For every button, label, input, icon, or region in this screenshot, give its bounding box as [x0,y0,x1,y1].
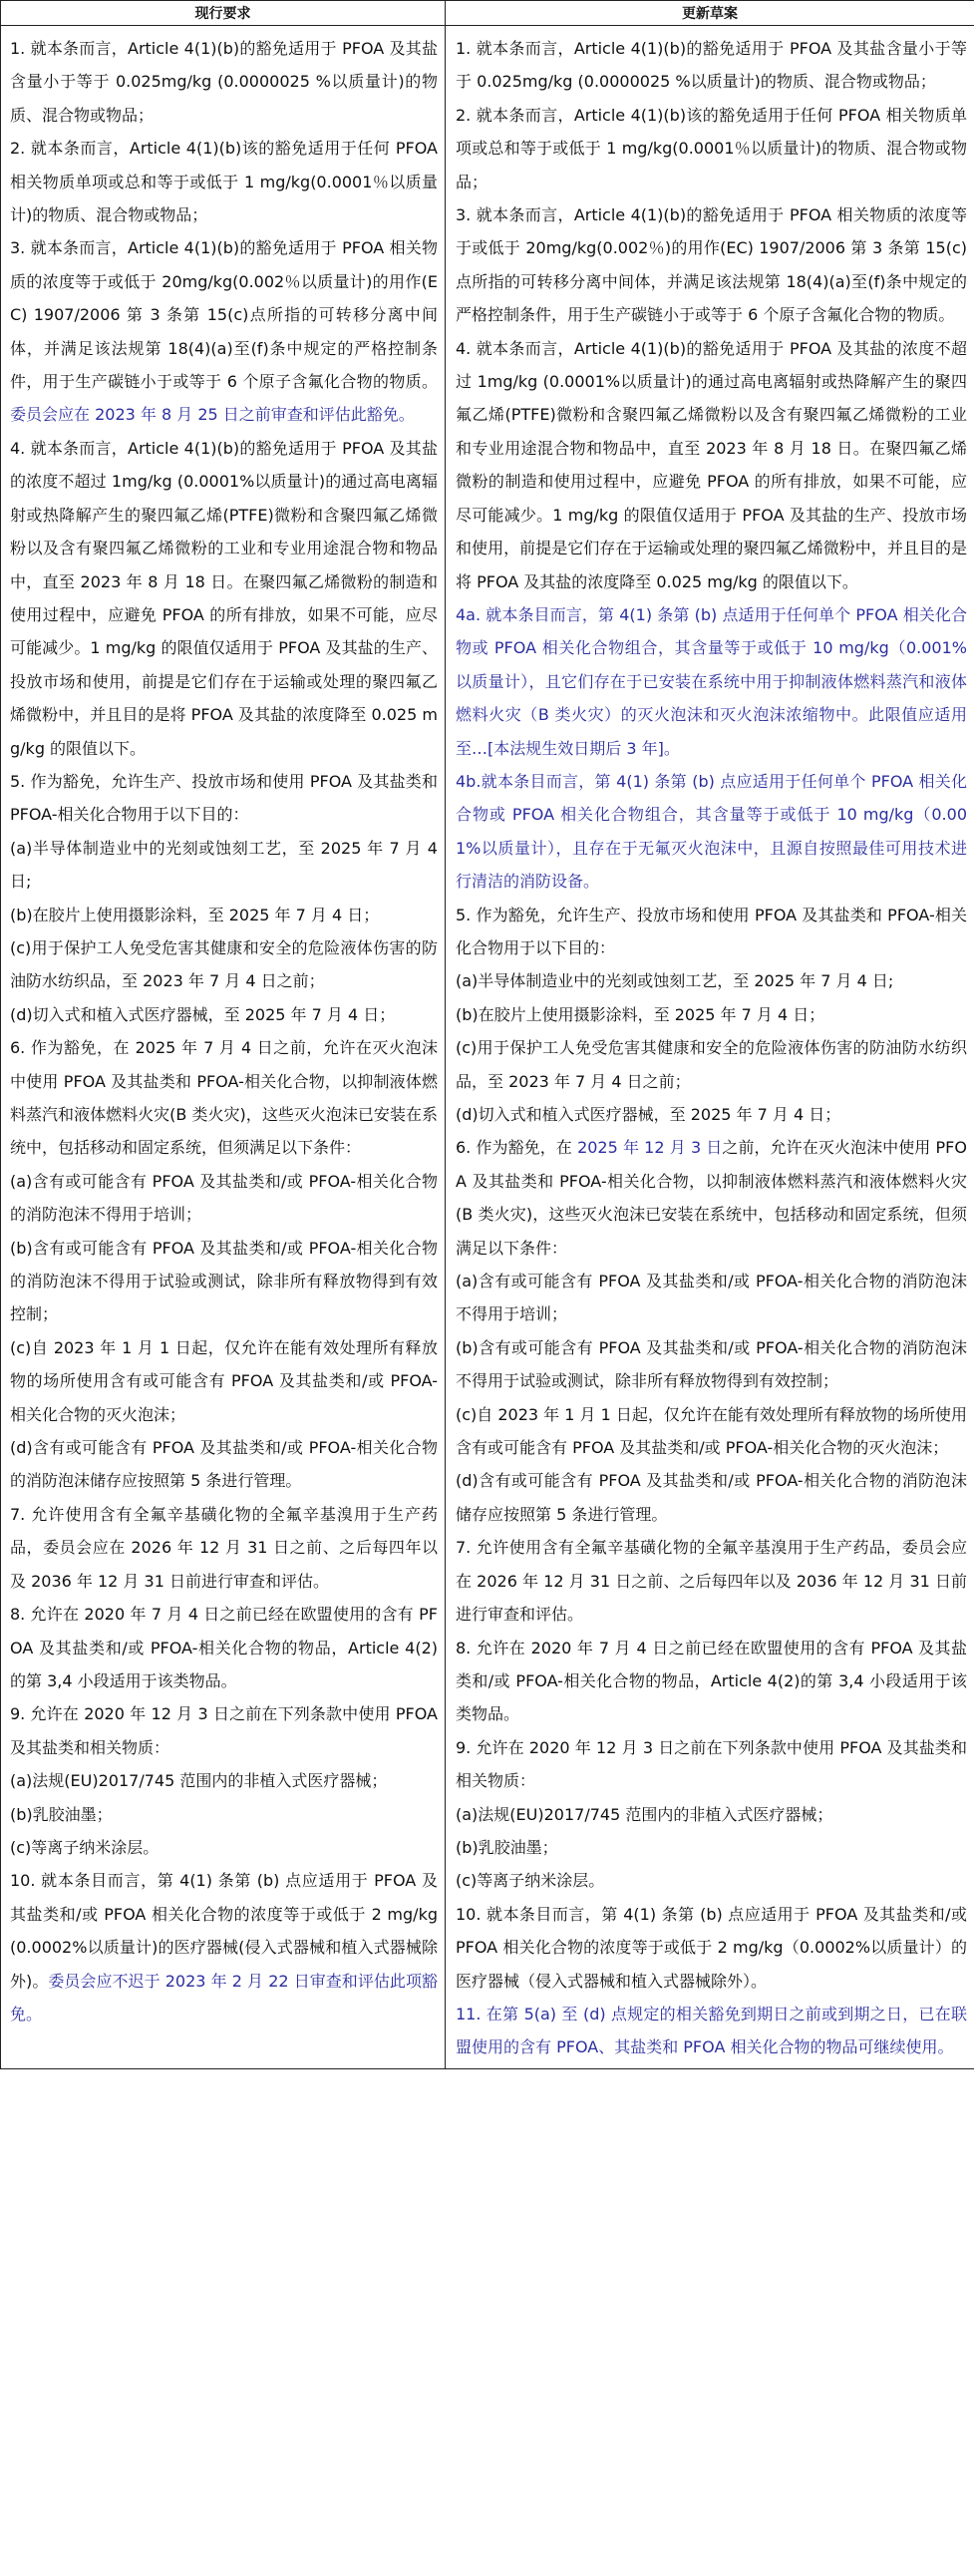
right-paragraph [456,1864,967,1897]
right-paragraph [456,1731,967,1798]
right-paragraph [456,1098,967,1131]
left-paragraph [10,231,438,431]
right-paragraph [456,1464,967,1531]
right-paragraph [456,1531,967,1631]
clause-text: 8. 允许在 2020 年 7 月 4 日之前已经在欧盟使用的含有 PFOA 及其盐类和/或 PFOA-相关化合物的物品，Article 4(2)的第 3,4 小段适用于该类物品。 [456,1638,967,1724]
clause-text: 6. 作为豁免，在 [456,1138,578,1158]
right-paragraph [456,964,967,997]
right-paragraph [456,998,967,1031]
clause-text: (b)含有或可能含有 PFOA 及其盐类和/或 PFOA-相关化合物的消防泡沫不得用于试验或测试，除非所有释放物得到有效控制； [10,1238,438,1324]
left-paragraph [10,1697,438,1764]
left-paragraph [10,1031,438,1165]
left-paragraph [10,1498,438,1598]
left-paragraph [10,899,438,931]
clause-text: 8. 允许在 2020 年 7 月 4 日之前已经在欧盟使用的含有 PFOA 及其盐类和/或 PFOA-相关化合物的物品，Article 4(2)的第 3,4 小段适用于该类物品。 [10,1605,438,1690]
left-paragraph [10,765,438,832]
clause-text: 3. 就本条而言，Article 4(1)(b)的豁免适用于 PFOA 相关物质的浓度等于或低于 20mg/kg(0.002％)的用作(EC) 1907/2006 第 3 条第 15(c)点所指的可转移分离中间体，并满足该法规第 18(4)(a)至(f)条中规定的严格控制条件，用于生产碳链小于或等于 6 个原子含氟化合物的物质。 [456,205,967,325]
left-paragraph [10,832,438,899]
highlighted-text: 4b.就本条目而言，第 4(1) 条第 (b) 点应适用于任何单个 PFOA 相关化合物或 PFOA 相关化合物组合，其含量等于或低于 10 mg/kg（0.001%以质量计），且存在于无氟灭火泡沫中，且源自按照最佳可用技术进行清洁的消防设备。 [456,771,967,892]
clause-text: (b)在胶片上使用摄影涂料，至 2025 年 7 月 4 日； [456,1004,825,1024]
clause-text: 10. 就本条目而言，第 4(1) 条第 (b) 点应适用于 PFOA 及其盐类和/或 PFOA 相关化合物的浓度等于或低于 2 mg/kg（0.0002%以质量计）的医疗器械（侵入式器械和植入式器械除外）。 [456,1904,967,1991]
highlighted-text: 委员会应在 2023 年 8 月 25 日之前审查和评估此豁免。 [10,405,415,425]
highlighted-text: 11. 在第 5(a) 至 (d) 点规定的相关豁免到期日之前或到期之日，已在联盟使用的含有 PFOA、其盐类和 PFOA 相关化合物的物品可继续使用。 [456,2004,967,2057]
left-paragraph [10,1764,438,1797]
clause-text: (c)等离子纳米涂层。 [456,1871,605,1891]
clause-text: 1. 就本条而言，Article 4(1)(b)的豁免适用于 PFOA 及其盐含量小于等于 0.025mg/kg (0.0000025 %以质量计)的物质、混合物或物品； [456,39,967,92]
clause-text: (b)乳胶油墨； [456,1837,558,1857]
highlighted-text: 4a. 就本条目而言，第 4(1) 条第 (b) 点适用于任何单个 PFOA 相关化合物或 PFOA 相关化合物组合，其含量等于或低于 10 mg/kg（0.001%以质量计），且它们存在于已安装在系统中用于抑制液体燃料蒸汽和液体燃料火灾（B 类火灾）的灭火泡沫和灭火泡沫浓缩物中。此限值应适用至…[本法规生效日期后 3 年]。 [456,604,967,758]
left-paragraph [10,1598,438,1697]
left-paragraph [10,1864,438,2030]
clause-text: (d)切入式和植入式医疗器械，至 2025 年 7 月 4 日； [10,1004,396,1024]
left-paragraph [10,432,438,765]
clause-text: (a)含有或可能含有 PFOA 及其盐类和/或 PFOA-相关化合物的消防泡沫不得用于培训； [10,1171,438,1225]
right-paragraph [456,1831,967,1864]
left-paragraph [10,931,438,998]
clause-text: (d)含有或可能含有 PFOA 及其盐类和/或 PFOA-相关化合物的消防泡沫储存应按照第 5 条进行管理。 [10,1438,438,1491]
current-requirements-column [1,26,446,2069]
clause-text: (a)法规(EU)2017/745 范围内的非植入式医疗器械； [10,1771,388,1791]
right-paragraph [456,598,967,765]
clause-text: 9. 允许在 2020 年 12 月 3 日之前在下列条款中使用 PFOA 及其盐类和相关物质： [10,1704,438,1757]
right-paragraph [456,765,967,899]
right-paragraph [456,1331,967,1398]
right-paragraph [456,1131,967,1265]
content-row [1,26,974,2069]
clause-text: 1. 就本条而言，Article 4(1)(b)的豁免适用于 PFOA 及其盐含量小于等于 0.025mg/kg (0.0000025 %以质量计)的物质、混合物或物品； [10,39,438,125]
draft-update-header: 更新草案 [446,1,974,26]
left-paragraph [10,1831,438,1864]
right-paragraph [456,1265,967,1331]
current-requirements-header: 现行要求 [1,1,446,26]
highlighted-text: 委员会应不迟于 2023 年 2 月 22 日审查和评估此项豁免。 [10,1971,438,2024]
clause-text: (a)半导体制造业中的光刻或蚀刻工艺，至 2025 年 7 月 4 日; [456,971,894,991]
clause-text: 之前，允许在灭火泡沫中使用 PFOA 及其盐类和 PFOA-相关化合物，以抑制液体燃料蒸汽和液体燃料火灾(B 类火灾)，这些灭火泡沫已安装在系统中，包括移动和固定系统，但须满足以下条件： [456,1138,967,1258]
clause-text: (a)半导体制造业中的光刻或蚀刻工艺，至 2025 年 7 月 4 日; [10,838,438,892]
clause-text: 10. 就本条目而言，第 4(1) 条第 (b) 点应适用于 PFOA 及其盐类和/或 PFOA 相关化合物的浓度等于或低于 2 mg/kg(0.0002%以质量计)的医疗器械(侵入式器械和植入式器械除外)。 [10,1871,438,1991]
clause-text: (c)用于保护工人免受危害其健康和安全的危险液体伤害的防油防水纺织品，至 2023 年 7 月 4 日之前； [10,937,438,991]
right-paragraph [456,198,967,332]
clause-text: (d)切入式和植入式医疗器械，至 2025 年 7 月 4 日； [456,1105,841,1124]
clause-text: 5. 作为豁免，允许生产、投放市场和使用 PFOA 及其盐类和 PFOA-相关化合物用于以下目的： [456,905,967,957]
draft-update-column [446,26,974,2069]
left-paragraph [10,1798,438,1831]
left-paragraph [10,1431,438,1498]
clause-text: 2. 就本条而言，Article 4(1)(b)该的豁免适用于任何 PFOA 相关物质单项或总和等于或低于 1 mg/kg(0.0001％以质量计)的物质、混合物或物品； [456,105,967,191]
right-paragraph [456,1798,967,1831]
right-paragraph [456,1998,967,2064]
right-paragraph [456,1898,967,1998]
right-paragraph [456,899,967,965]
highlighted-text: 2025 年 12 月 3 日 [577,1138,723,1158]
clause-text: 3. 就本条而言，Article 4(1)(b)的豁免适用于 PFOA 相关物质的浓度等于或低于 20mg/kg(0.002％以质量计)的用作(EC) 1907/2006 第 3 条第 15(c)点所指的可转移分离中间体，并满足该法规第 18(4)(a)至(f)条中规定的严格控制条件，用于生产碳链小于或等于 6 个原子含氟化合物的物质。 [10,238,438,392]
clause-text: (b)在胶片上使用摄影涂料，至 2025 年 7 月 4 日； [10,905,380,924]
header-row [1,1,974,26]
clause-text: (a)含有或可能含有 PFOA 及其盐类和/或 PFOA-相关化合物的消防泡沫不得用于培训； [456,1272,967,1324]
clause-text: 6. 作为豁免，在 2025 年 7 月 4 日之前，允许在灭火泡沫中使用 PFOA 及其盐类和 PFOA-相关化合物，以抑制液体燃料蒸汽和液体燃料火灾(B 类火灾)，这些灭火泡沫已安装在系统中，包括移动和固定系统，但须满足以下条件： [10,1038,438,1158]
clause-text: (c)用于保护工人免受危害其健康和安全的危险液体伤害的防油防水纺织品，至 2023 年 7 月 4 日之前； [456,1038,967,1091]
clause-text: (c)等离子纳米涂层。 [10,1837,160,1857]
right-paragraph [456,332,967,598]
clause-text: 9. 允许在 2020 年 12 月 3 日之前在下列条款中使用 PFOA 及其盐类和相关物质： [456,1737,967,1791]
clause-text: 4. 就本条而言，Article 4(1)(b)的豁免适用于 PFOA 及其盐的浓度不超过 1mg/kg (0.0001%以质量计)的通过高电离辐射或热降解产生的聚四氟乙烯(PTFE)微粉和含聚四氟乙烯微粉以及含有聚四氟乙烯微粉的工业和专业用途混合物和物品中，直至 2023 年 8 月 18 日。在聚四氟乙烯微粉的制造和使用过程中，应避免 PFOA 的所有排放，如果不可能，应尽可能减少。1 mg/kg 的限值仅适用于 PFOA 及其盐的生产、投放市场和使用，前提是它们存在于运输或处理的聚四氟乙烯微粉中，并且目的是将 PFOA 及其盐的浓度降至 0.025 mg/kg 的限值以下。 [456,338,967,591]
left-paragraph [10,1165,438,1232]
right-paragraph [456,1632,967,1731]
clause-text: (b)含有或可能含有 PFOA 及其盐类和/或 PFOA-相关化合物的消防泡沫不得用于试验或测试，除非所有释放物得到有效控制； [456,1337,967,1391]
clause-text: (d)含有或可能含有 PFOA 及其盐类和/或 PFOA-相关化合物的消防泡沫储存应按照第 5 条进行管理。 [456,1471,967,1524]
clause-text: 4. 就本条而言，Article 4(1)(b)的豁免适用于 PFOA 及其盐的浓度不超过 1mg/kg (0.0001%以质量计)的通过高电离辐射或热降解产生的聚四氟乙烯(PTFE)微粉和含聚四氟乙烯微粉以及含有聚四氟乙烯微粉的工业和专业用途混合物和物品中，直至 2023 年 8 月 18 日。在聚四氟乙烯微粉的制造和使用过程中，应避免 PFOA 的所有排放，如果不可能，应尽可能减少。1 mg/kg 的限值仅适用于 PFOA 及其盐的生产、投放市场和使用，前提是它们存在于运输或处理的聚四氟乙烯微粉中，并且目的是将 PFOA 及其盐的浓度降至 0.025 mg/kg 的限值以下。 [10,438,438,758]
clause-text: 2. 就本条而言，Article 4(1)(b)该的豁免适用于任何 PFOA 相关物质单项或总和等于或低于 1 mg/kg(0.0001％以质量计)的物质、混合物或物品； [10,139,438,225]
left-paragraph [10,998,438,1031]
clause-text: 5. 作为豁免，允许生产、投放市场和使用 PFOA 及其盐类和 PFOA-相关化合物用于以下目的： [10,771,438,825]
right-paragraph [456,32,967,99]
left-paragraph [10,1232,438,1331]
clause-text: 7. 允许使用含有全氟辛基磺化物的全氟辛基溴用于生产药品，委员会应在 2026 年 12 月 31 日之前、之后每四年以及 2036 年 12 月 31 日前进行审查和评估。 [10,1504,438,1591]
clause-text: (c)自 2023 年 1 月 1 日起，仅允许在能有效处理所有释放物的场所使用含有或可能含有 PFOA 及其盐类和/或 PFOA-相关化合物的灭火泡沫； [10,1337,438,1424]
clause-text: (c)自 2023 年 1 月 1 日起，仅允许在能有效处理所有释放物的场所使用含有或可能含有 PFOA 及其盐类和/或 PFOA-相关化合物的灭火泡沫； [456,1404,967,1458]
clause-text: 7. 允许使用含有全氟辛基磺化物的全氟辛基溴用于生产药品，委员会应在 2026 年 12 月 31 日之前、之后每四年以及 2036 年 12 月 31 日前进行审查和评估。 [456,1538,967,1625]
right-paragraph [456,1031,967,1098]
right-paragraph [456,1398,967,1465]
clause-text: (b)乳胶油墨； [10,1804,113,1824]
right-paragraph [456,99,967,198]
left-paragraph [10,32,438,132]
left-paragraph [10,1331,438,1431]
clause-text: (a)法规(EU)2017/745 范围内的非植入式医疗器械； [456,1804,833,1824]
left-paragraph [10,132,438,231]
